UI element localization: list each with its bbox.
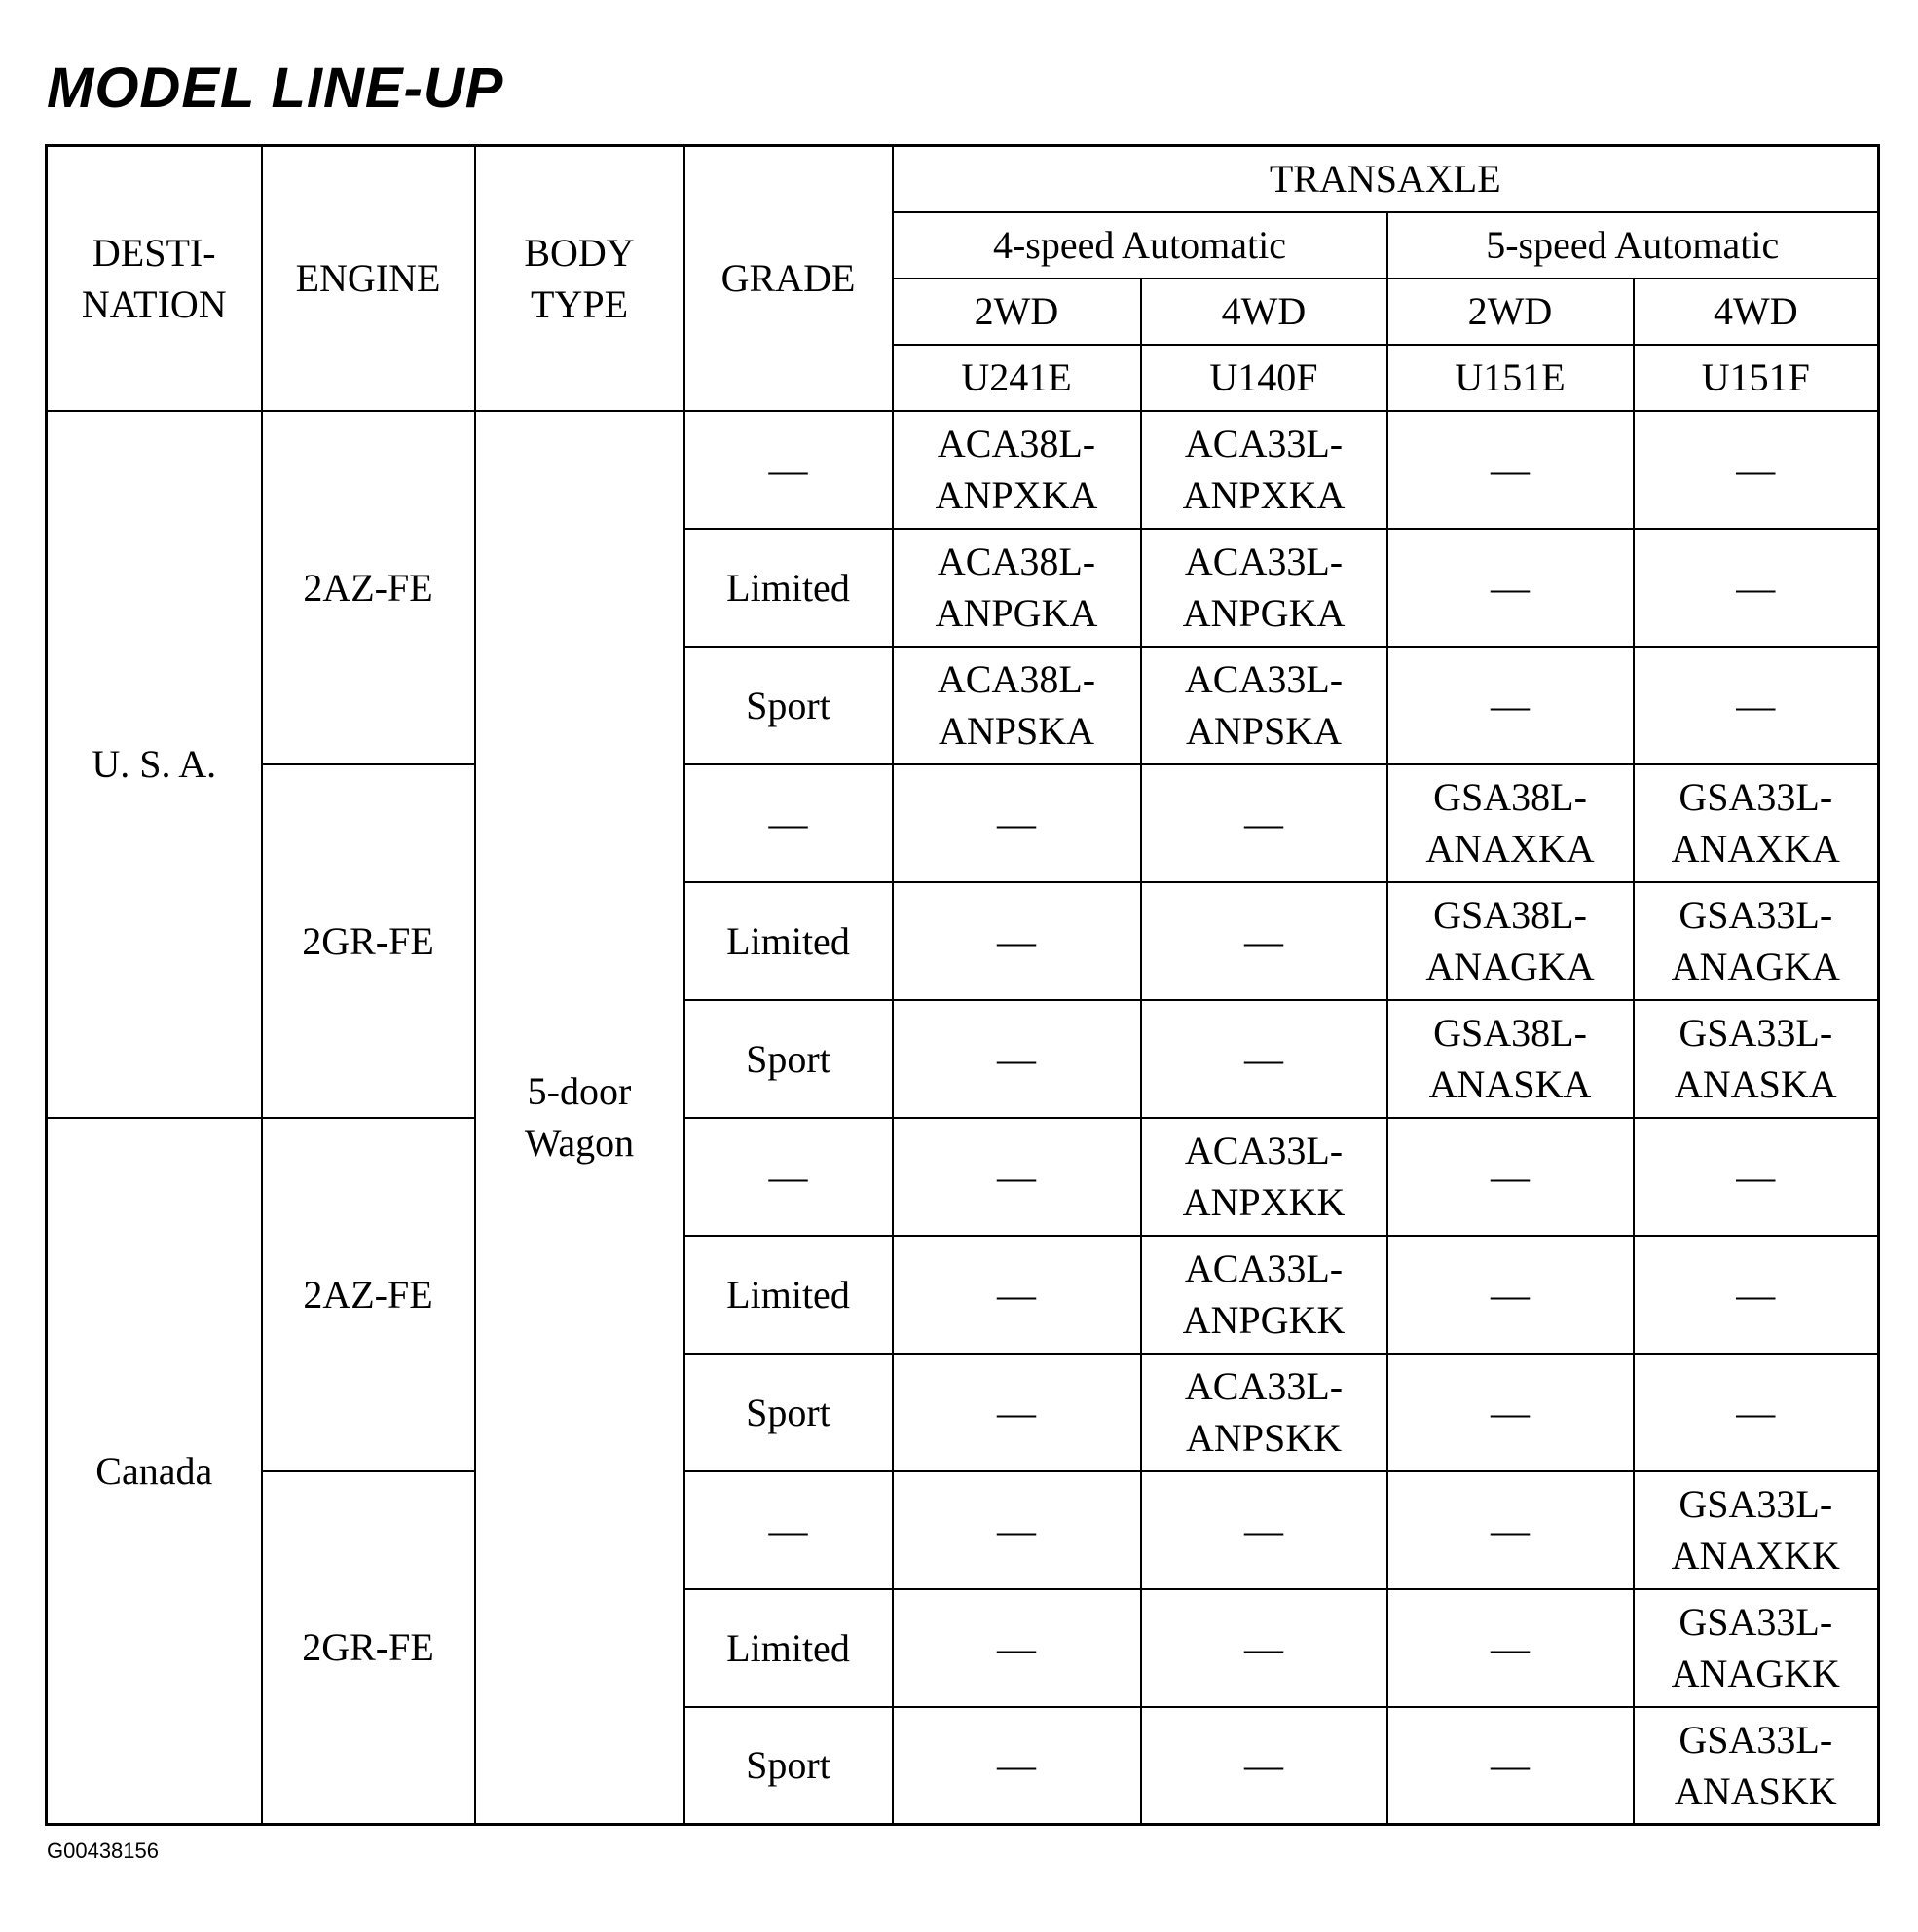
header-5-speed-automatic: 5-speed Automatic (1387, 212, 1879, 279)
model-code-cell: — (893, 1118, 1141, 1236)
grade-cell: — (684, 1471, 893, 1589)
grade-cell: Sport (684, 647, 893, 764)
header-drive: 4WD (1634, 279, 1879, 345)
model-code-cell: — (893, 1471, 1141, 1589)
model-code-cell: — (1387, 529, 1634, 647)
header-drive: 4WD (1141, 279, 1387, 345)
model-code-cell: — (1141, 1000, 1387, 1118)
model-code-cell: — (1634, 411, 1879, 529)
engine-cell: 2AZ-FE (262, 1118, 475, 1471)
header-row (47, 146, 1879, 212)
model-code-cell: ACA33L- ANPGKK (1141, 1236, 1387, 1354)
grade-cell: — (684, 764, 893, 882)
grade-cell: Limited (684, 529, 893, 647)
header-drive: 2WD (1387, 279, 1634, 345)
model-code-cell: GSA33L- ANASKK (1634, 1707, 1879, 1825)
model-code-cell: GSA33L- ANAGKK (1634, 1589, 1879, 1707)
header-grade: GRADE (684, 146, 893, 411)
header-transaxle: TRANSAXLE (893, 146, 1879, 212)
header-transaxle-code: U140F (1141, 345, 1387, 411)
header-transaxle-code: U151E (1387, 345, 1634, 411)
model-code-cell: ACA33L- ANPGKA (1141, 529, 1387, 647)
grade-cell: — (684, 1118, 893, 1236)
model-code-cell: GSA33L- ANAGKA (1634, 882, 1879, 1000)
model-code-cell: — (1387, 1471, 1634, 1589)
model-code-cell: — (1634, 647, 1879, 764)
model-code-cell: — (1387, 1118, 1634, 1236)
model-code-cell: — (893, 1354, 1141, 1471)
model-code-cell: — (893, 1707, 1141, 1825)
grade-cell: — (684, 411, 893, 529)
engine-cell: 2GR-FE (262, 1471, 475, 1825)
destination-cell: Canada (47, 1118, 262, 1825)
model-code-cell: GSA33L- ANAXKA (1634, 764, 1879, 882)
table-row (47, 764, 1879, 882)
model-code-cell: GSA33L- ANASKA (1634, 1000, 1879, 1118)
grade-cell: Sport (684, 1354, 893, 1471)
model-lineup-table (45, 144, 1880, 1826)
model-code-cell: — (893, 1236, 1141, 1354)
model-code-cell: ACA33L- ANPSKK (1141, 1354, 1387, 1471)
model-code-cell: — (1141, 882, 1387, 1000)
header-transaxle-code: U241E (893, 345, 1141, 411)
header-body-type: BODY TYPE (475, 146, 684, 411)
model-code-cell: — (1634, 1236, 1879, 1354)
model-code-cell: — (1387, 647, 1634, 764)
body-type-cell: 5-door Wagon (475, 411, 684, 1825)
grade-cell: Limited (684, 1589, 893, 1707)
figure-code: G00438156 (47, 1839, 159, 1863)
header-transaxle-code: U151F (1634, 345, 1879, 411)
model-code-cell: — (1387, 411, 1634, 529)
engine-cell: 2GR-FE (262, 764, 475, 1118)
header-4-speed-automatic: 4-speed Automatic (893, 212, 1387, 279)
model-code-cell: — (1141, 1707, 1387, 1825)
model-code-cell: — (893, 882, 1141, 1000)
model-code-cell: — (1141, 1471, 1387, 1589)
model-code-cell: ACA33L- ANPXKK (1141, 1118, 1387, 1236)
model-code-cell: ACA38L- ANPSKA (893, 647, 1141, 764)
model-code-cell: — (1141, 764, 1387, 882)
grade-cell: Sport (684, 1000, 893, 1118)
model-code-cell: ACA33L- ANPSKA (1141, 647, 1387, 764)
header-drive: 2WD (893, 279, 1141, 345)
model-code-cell: — (893, 764, 1141, 882)
model-code-cell: — (1387, 1589, 1634, 1707)
model-code-cell: — (893, 1000, 1141, 1118)
model-code-cell: GSA38L- ANAGKA (1387, 882, 1634, 1000)
page-title: MODEL LINE-UP (47, 56, 504, 120)
model-code-cell: — (1634, 529, 1879, 647)
destination-cell: U. S. A. (47, 411, 262, 1118)
table-row (47, 1471, 1879, 1589)
model-code-cell: — (1634, 1354, 1879, 1471)
model-code-cell: — (1387, 1354, 1634, 1471)
table-row (47, 411, 1879, 529)
model-code-cell: — (1634, 1118, 1879, 1236)
model-code-cell: ACA38L- ANPXKA (893, 411, 1141, 529)
model-code-cell: — (1387, 1236, 1634, 1354)
model-code-cell: ACA38L- ANPGKA (893, 529, 1141, 647)
header-engine: ENGINE (262, 146, 475, 411)
grade-cell: Limited (684, 882, 893, 1000)
grade-cell: Limited (684, 1236, 893, 1354)
table-row (47, 1118, 1879, 1236)
model-code-cell: — (893, 1589, 1141, 1707)
engine-cell: 2AZ-FE (262, 411, 475, 764)
model-code-cell: GSA38L- ANAXKA (1387, 764, 1634, 882)
model-code-cell: GSA33L- ANAXKK (1634, 1471, 1879, 1589)
model-code-cell: — (1141, 1589, 1387, 1707)
header-destination: DESTI- NATION (47, 146, 262, 411)
grade-cell: Sport (684, 1707, 893, 1825)
model-code-cell: GSA38L- ANASKA (1387, 1000, 1634, 1118)
model-code-cell: ACA33L- ANPXKA (1141, 411, 1387, 529)
model-code-cell: — (1387, 1707, 1634, 1825)
model-lineup-body (47, 146, 1879, 1825)
